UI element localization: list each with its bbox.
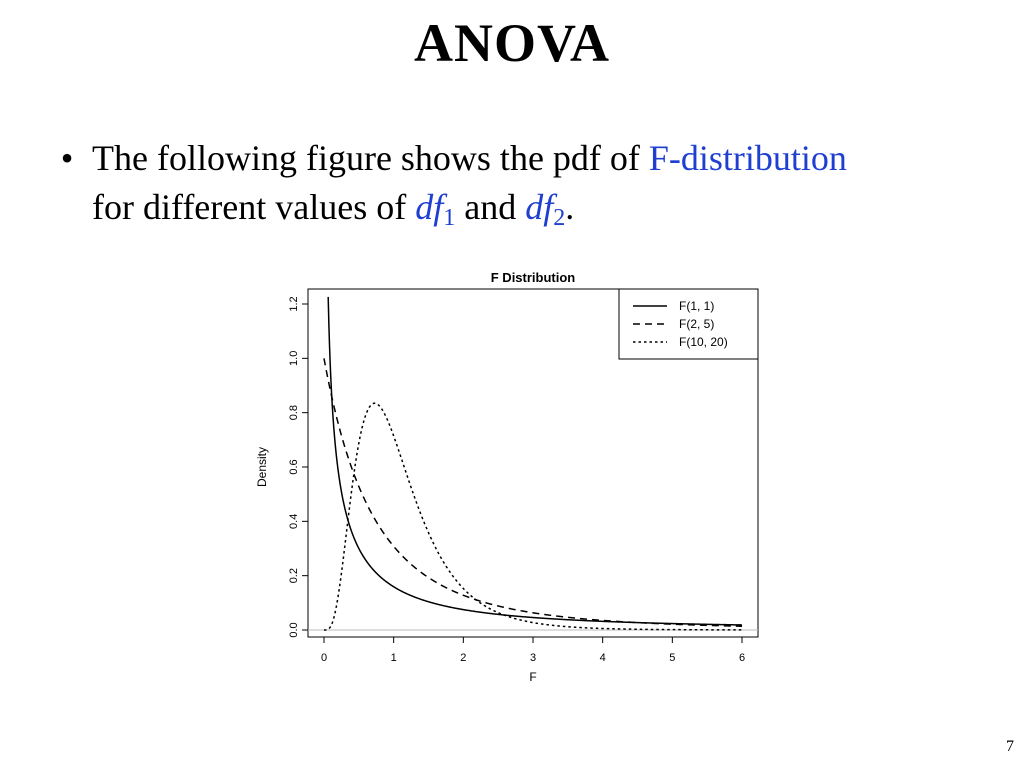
- series-line-f-2-5: [324, 358, 742, 626]
- series-line-f-10-20: [324, 403, 742, 630]
- bullet-text-line2: for different values of: [92, 187, 416, 227]
- sentence-end: .: [565, 187, 575, 227]
- x-tick-label: 0: [320, 652, 328, 664]
- y-tick-label: 0.8: [288, 405, 300, 421]
- y-tick-label: 0.2: [288, 568, 300, 584]
- y-tick-label: 1.0: [288, 350, 300, 366]
- bullet-text-intro: The following figure shows the pdf of: [92, 138, 649, 178]
- x-tick-label: 3: [529, 652, 537, 664]
- df2-subscript: 2: [553, 205, 566, 231]
- legend-label: F(1, 1): [679, 299, 715, 313]
- slide-title: ANOVA: [413, 13, 611, 73]
- chart-title: F Distribution: [490, 270, 576, 285]
- df2-variable: [525, 187, 566, 231]
- f-distribution-chart: [240, 260, 780, 700]
- y-tick-label: 1.2: [288, 296, 300, 312]
- df1-variable: [415, 187, 456, 231]
- legend-label: F(2, 5): [679, 317, 715, 331]
- x-axis-label: F: [529, 670, 537, 684]
- df2-base: df: [525, 187, 554, 227]
- conjunction-text: and: [455, 187, 526, 227]
- page-number: 7: [1006, 738, 1014, 755]
- bullet-text: [92, 134, 972, 243]
- y-tick-label: 0.4: [288, 513, 300, 529]
- y-tick-label: 0.0: [288, 622, 300, 638]
- legend-label: F(10, 20): [679, 335, 728, 349]
- y-tick-label: 0.6: [288, 459, 300, 475]
- f-distribution-term: F-distribution: [648, 138, 847, 178]
- x-tick-label: 5: [669, 652, 676, 664]
- df1-base: df: [415, 187, 444, 227]
- bullet-dot-icon: •: [60, 138, 74, 178]
- x-tick-label: 6: [738, 652, 746, 664]
- x-tick-label: 1: [390, 652, 397, 664]
- df1-subscript: 1: [443, 205, 456, 231]
- y-axis-label: Density: [255, 446, 269, 488]
- x-tick-label: 2: [460, 652, 467, 664]
- x-tick-label: 4: [599, 652, 606, 664]
